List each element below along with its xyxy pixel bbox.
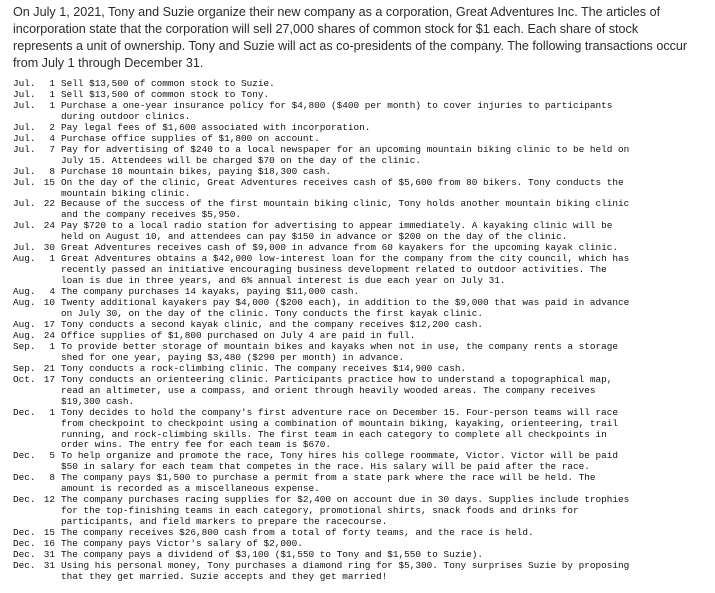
transaction-day: 31 [43, 559, 55, 571]
transaction-description [61, 451, 618, 473]
transaction-line: $19,300 cash. [61, 395, 135, 407]
transaction-month: Aug. [13, 318, 36, 330]
transaction-line: The company pays Victor's salary of $2,000. [61, 538, 303, 550]
transaction-day: 24 [43, 329, 55, 341]
transaction-day: 30 [43, 242, 55, 254]
transaction-day: 12 [43, 494, 55, 506]
transaction-line: Pay for advertising of $240 to a local newspaper for an upcoming mountain biking clinic to be held on [61, 143, 630, 155]
transaction-day: 1 [49, 253, 55, 265]
intro-line: On July 1, 2021, Tony and Suzie organize their new company as a corporation, Great Adventures Inc. The articles of [13, 5, 661, 19]
transaction-line: The company pays $1,500 to purchase a permit from a state park where the race will be held. The [61, 472, 596, 484]
intro-line: incorporation state that the corporation will sell 27,000 shares of common stock for $1 each. Each share of stock [13, 22, 639, 36]
transaction-day: 4 [49, 132, 55, 144]
transaction-day: 1 [49, 406, 55, 418]
transaction-item [13, 199, 713, 221]
transaction-item [13, 408, 713, 452]
transaction-day: 15 [43, 527, 55, 539]
transaction-line: Purchase a one-year insurance policy for $4,800 ($400 per month) to cover injuries to participants [61, 99, 613, 111]
transaction-line: Sell $13,500 of common stock to Suzie. [61, 78, 275, 89]
transaction-item [13, 495, 713, 528]
transaction-line: To provide better storage of mountain bikes and kayaks when not in use, the company rents a storage [61, 340, 618, 352]
transaction-line: during outdoor clinics. [61, 110, 191, 122]
transaction-day: 10 [43, 297, 55, 309]
transaction-item [13, 561, 713, 583]
transaction-day: 15 [43, 176, 55, 188]
transaction-item [13, 451, 713, 473]
transaction-description [61, 221, 612, 243]
transaction-month: Sep. [13, 362, 36, 374]
transaction-description [61, 561, 629, 583]
transaction-item [13, 145, 713, 167]
transaction-description [61, 145, 629, 167]
transaction-line: Sell $13,500 of common stock to Tony. [61, 88, 270, 100]
transaction-line: for the top-finishing teams in each category, promotional shirts, snack foods and drinks for [61, 505, 579, 517]
transaction-day: 1 [49, 340, 55, 352]
transaction-month: Aug. [13, 297, 36, 309]
transaction-line: that they get married. Suzie accepts and they get married! [61, 570, 388, 582]
transaction-month: Aug. [13, 253, 36, 265]
transaction-month: Jul. [13, 220, 36, 232]
transaction-day: 4 [49, 286, 55, 298]
transaction-day: 7 [49, 143, 55, 155]
transaction-month: Dec. [13, 406, 36, 418]
transaction-month: Jul. [13, 198, 36, 210]
transaction-month: Jul. [13, 165, 36, 177]
transaction-line: order wins. The entry fee for each team is $670. [61, 439, 332, 451]
transaction-day: 31 [43, 548, 55, 560]
transaction-line: Tony conducts an orienteering clinic. Participants practice how to understand a topographical map, [61, 373, 613, 385]
transaction-line: amount is recorded as a miscellaneous expense. [61, 483, 320, 495]
transaction-line: July 15. Attendees will be charged $70 on the day of the clinic. [61, 154, 422, 166]
transaction-month: Oct. [13, 373, 36, 385]
transaction-month: Jul. [13, 176, 36, 188]
transaction-month: Aug. [13, 329, 36, 341]
transaction-line: Purchase office supplies of $1,800 on account. [61, 132, 320, 144]
transaction-line: and the company receives $5,950. [61, 209, 242, 221]
transaction-month: Dec. [13, 472, 36, 484]
transaction-day: 24 [43, 220, 55, 232]
transaction-month: Dec. [13, 450, 36, 462]
transaction-item [13, 221, 713, 243]
transaction-line: To help organize and promote the race, Tony hires his college roommate, Victor. Victor will be paid [61, 450, 618, 462]
transaction-description [61, 254, 629, 287]
transaction-item [13, 473, 713, 495]
transaction-item [13, 167, 713, 178]
transaction-description [61, 199, 629, 221]
transaction-day: 17 [43, 318, 55, 330]
transaction-description [61, 408, 618, 452]
transaction-list [13, 79, 713, 583]
transaction-month: Jul. [13, 143, 36, 155]
transaction-day: 17 [43, 373, 55, 385]
transaction-day: 1 [49, 99, 55, 111]
transaction-item [13, 298, 713, 320]
transaction-day: 5 [49, 450, 55, 462]
transaction-line: on July 30, on the day of the clinic. Tony conducts the first kayak clinic. [61, 308, 483, 320]
transaction-month: Jul. [13, 99, 36, 111]
transaction-day: 16 [43, 538, 55, 550]
transaction-month: Sep. [13, 340, 36, 352]
transaction-line: Tony conducts a second kayak clinic, and the company receives $12,200 cash. [61, 318, 483, 330]
transaction-month: Jul. [13, 132, 36, 144]
transaction-month: Jul. [13, 121, 36, 133]
transaction-description [61, 495, 629, 528]
transaction-item [13, 375, 713, 408]
transaction-line: loan is due in three years, and 6% annual interest is due each year on July 31. [61, 275, 506, 287]
transaction-line: Great Adventures receives cash of $9,000 in advance from 60 kayakers for the upcoming kayak clinic. [61, 242, 618, 254]
transaction-line: Tony conducts a rock-climbing clinic. The company receives $14,900 cash. [61, 362, 467, 374]
transaction-line: Tony decides to hold the company's first adventure race on December 15. Four-person teams will race [61, 406, 618, 418]
transaction-description [61, 178, 624, 200]
transaction-description [61, 473, 595, 495]
transaction-line: $50 in salary for each team that competes in the race. His salary will be paid after the race. [61, 461, 590, 473]
transaction-item [13, 178, 713, 200]
transaction-item [13, 101, 713, 123]
transaction-line: Using his personal money, Tony purchases a diamond ring for $5,300. Tony surprises Suzie by proposing [61, 559, 630, 571]
transaction-line: from checkpoint to checkpoint using a combination of mountain biking, kayaking, orienteering, trail [61, 417, 618, 429]
transaction-line: Pay legal fees of $1,600 associated with incorporation. [61, 121, 371, 133]
transaction-day: 8 [49, 472, 55, 484]
transaction-line: Pay $720 to a local radio station for advertising to appear immediately. A kayaking clinic will be [61, 220, 613, 232]
transaction-line: Office supplies of $1,800 purchased on July 4 are paid in full. [61, 329, 416, 341]
transaction-description [61, 375, 612, 408]
transaction-day: 8 [49, 165, 55, 177]
transaction-month: Jul. [13, 88, 36, 100]
transaction-line: participants, and field markers to prepare the racecourse. [61, 516, 388, 528]
transaction-item [13, 342, 713, 364]
transaction-month: Dec. [13, 527, 36, 539]
transaction-day: 22 [43, 198, 55, 210]
intro-line: from July 1 through December 31. [13, 56, 204, 70]
transaction-line: On the day of the clinic, Great Adventures receives cash of $5,600 from 80 bikers. Tony conducts the [61, 176, 624, 188]
transaction-line: The company purchases 14 kayaks, paying $11,000 cash. [61, 286, 360, 298]
transaction-day: 1 [49, 78, 55, 89]
transaction-line: recently passed an initiative encouraging business development related to outdoor activities. The [61, 264, 607, 276]
transaction-line: Purchase 10 mountain bikes, paying $18,300 cash. [61, 165, 332, 177]
intro-paragraph [13, 4, 708, 72]
transaction-line: The company purchases racing supplies for $2,400 on account due in 30 days. Supplies include trophies [61, 494, 630, 506]
transaction-line: running, and rock-climbing skills. The first team in each category to complete all checkpoints in [61, 428, 607, 440]
transaction-month: Jul. [13, 242, 36, 254]
transaction-month: Dec. [13, 559, 36, 571]
transaction-month: Dec. [13, 538, 36, 550]
transaction-day: 2 [49, 121, 55, 133]
transaction-day: 21 [43, 362, 55, 374]
transaction-line: Twenty additional kayakers pay $4,000 ($200 each), in addition to the $9,000 that was paid in advance [61, 297, 630, 309]
transaction-item [13, 254, 713, 287]
transaction-line: shed for one year, paying $3,480 ($290 per month) in advance. [61, 351, 405, 363]
transaction-line: Because of the success of the first mountain biking clinic, Tony holds another mountain biking clinic [61, 198, 630, 210]
transaction-line: Great Adventures obtains a $42,000 low-interest loan for the company from the city council, which has [61, 253, 630, 265]
transaction-description [61, 298, 629, 320]
transaction-description [61, 342, 618, 364]
transaction-description [61, 101, 612, 123]
transaction-line: The company receives $26,800 cash from a total of forty teams, and the race is held. [61, 527, 534, 539]
transaction-month: Dec. [13, 494, 36, 506]
transaction-line: mountain biking clinic. [61, 187, 191, 199]
intro-line: represents a unit of ownership. Tony and Suzie will act as co-presidents of the company. The following transactions occur [13, 39, 688, 53]
transaction-month: Aug. [13, 286, 36, 298]
transaction-description [61, 167, 331, 178]
transaction-line: The company pays a dividend of $3,100 ($1,550 to Tony and $1,550 to Suzie). [61, 548, 483, 560]
transaction-day: 1 [49, 88, 55, 100]
transaction-month: Dec. [13, 548, 36, 560]
transaction-line: held on August 10, and attendees can pay $150 in advance or $200 on the day of the clinic. [61, 231, 568, 243]
transaction-month: Jul. [13, 78, 36, 89]
transaction-line: read an altimeter, use a compass, and orient through heavily wooded areas. The company receives [61, 384, 596, 396]
